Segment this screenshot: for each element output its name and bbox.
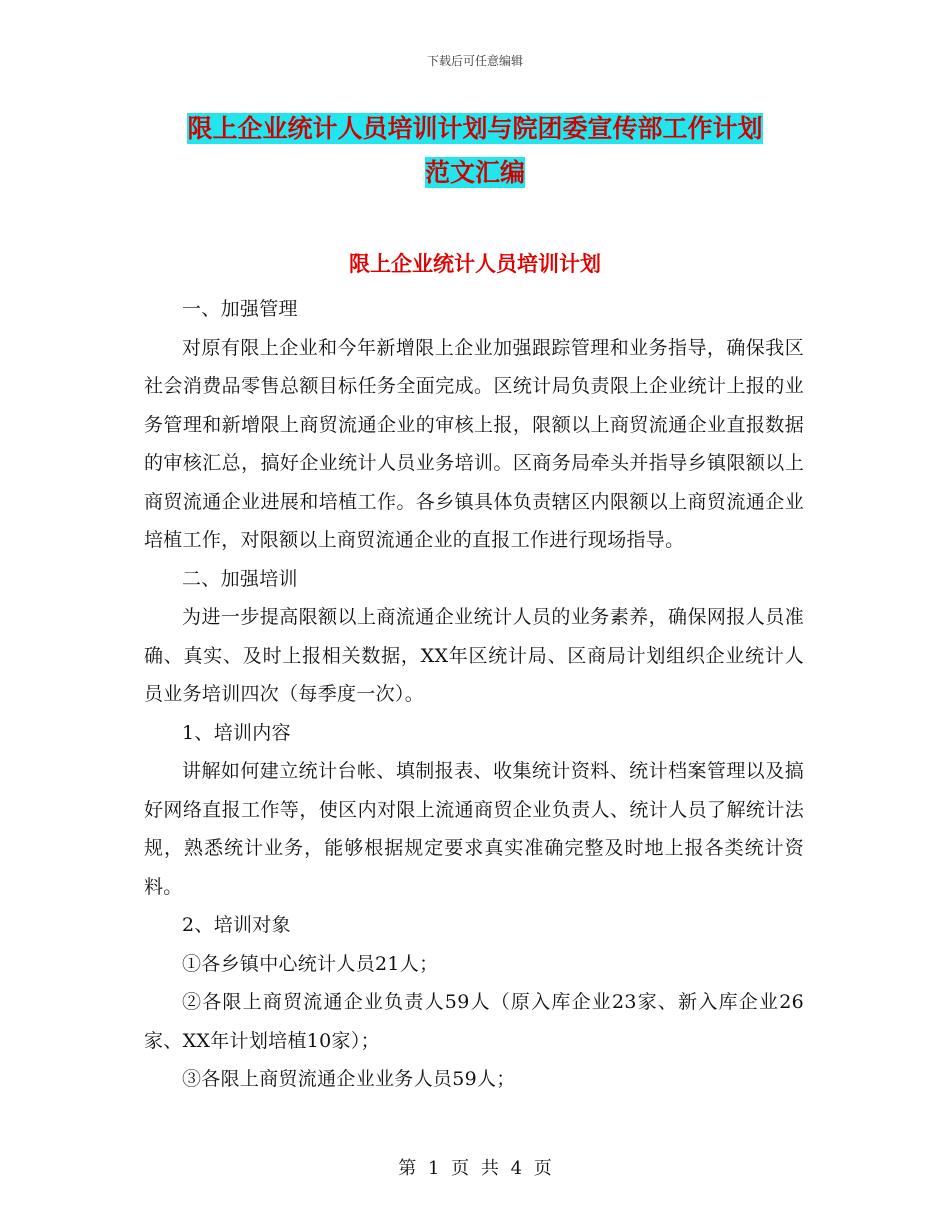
heading-strengthen-training: 二、加强培训 (182, 567, 298, 590)
section-title: 限上企业统计人员培训计划 (349, 251, 601, 276)
page-number: 第 1 页 共 4 页 (398, 1158, 552, 1179)
paragraph-management: 对原有限上企业和今年新增限上企业加强跟踪管理和业务指导，确保我区社会消费品零售总额目标任务全面完成。区统计局负责限上企业统计上报的业务管理和新增限上商贸流通企业的审核上报，限额以上商贸流通企业直报数据的审核汇总，搞好企业统计人员业务培训。区商务局牵头并指导乡镇限额以上商贸流通企业进展和培植工作。各乡镇具体负责辖区内限额以上商贸流通企业培植工作，对限额以上商贸流通企业的直报工作进行现场指导。 (144, 336, 804, 551)
document-body (144, 290, 804, 1099)
heading-training-targets: 2、培训对象 (182, 914, 291, 936)
list-item-target-2: ②各限上商贸流通企业负责人59人（原入库企业23家、新入库企业26家、XX年计划培植10家）； (144, 991, 804, 1052)
heading-strengthen-management: 一、加强管理 (182, 298, 298, 320)
title-highlight-2: 范文汇编 (424, 158, 525, 187)
header-note: 下载后可任意编辑 (426, 54, 523, 68)
document-title-line1 (0, 112, 950, 146)
document-title-line2 (0, 156, 950, 190)
list-item-target-3: ③各限上商贸流通企业业务人员59人； (182, 1068, 516, 1090)
heading-training-content: 1、培训内容 (182, 721, 291, 744)
paragraph-training: 为进一步提高限额以上商流通企业统计人员的业务素养，确保网报人员准确、真实、及时上报相关数据，XX年区统计局、区商局计划组织企业统计人员业务培训四次（每季度一次）。 (144, 606, 804, 705)
title-highlight-1: 限上企业统计人员培训计划与院团委宣传部工作计划 (187, 114, 763, 143)
list-item-target-1: ①各乡镇中心统计人员21人； (182, 952, 439, 975)
paragraph-training-content: 讲解如何建立统计台帐、填制报表、收集统计资料、统计档案管理以及搞好网络直报工作等，使区内对限上流通商贸企业负责人、统计人员了解统计法规，熟悉统计业务，能够根据规定要求真实准确完整及时地上报各类统计资料。 (144, 760, 804, 898)
